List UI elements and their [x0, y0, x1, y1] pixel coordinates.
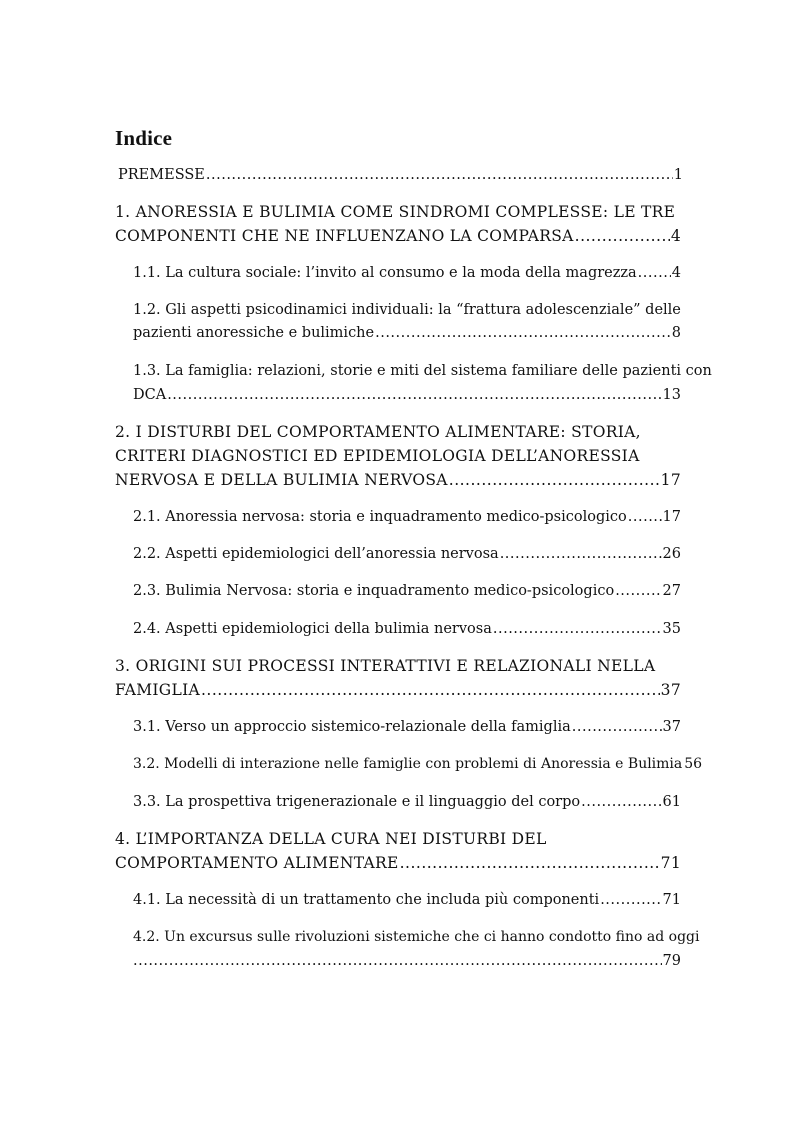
dot-leader [575, 225, 670, 247]
dot-leader [500, 543, 662, 565]
toc-page-number: 61 [662, 794, 681, 810]
toc-page-number: 56 [684, 756, 703, 772]
dot-leader [572, 716, 662, 738]
toc-chapter-1[interactable] [115, 225, 681, 247]
toc-page-number: 13 [662, 387, 681, 403]
toc-section-3-1[interactable] [133, 716, 681, 738]
dot-leader [600, 889, 661, 911]
toc-page-number: 8 [671, 325, 681, 341]
toc-page-number: 35 [662, 621, 681, 637]
dot-leader [493, 618, 662, 640]
toc-page-number: 4 [670, 227, 681, 245]
toc-section-4-2[interactable] [133, 950, 681, 972]
toc-page-number: 71 [662, 892, 681, 908]
toc-chapter-2[interactable] [115, 469, 681, 491]
toc-section-2-2[interactable] [133, 543, 681, 565]
dot-leader [628, 506, 662, 528]
toc-page-number: 17 [662, 509, 681, 525]
toc-entry-text: pazienti anoressiche e bulimiche [133, 325, 375, 341]
toc-chapter-2-line1[interactable]: 2. I DISTURBI DEL COMPORTAMENTO ALIMENTARE: STORIA, [115, 423, 641, 441]
toc-entry-text: 2.4. Aspetti epidemiologici della bulimia nervosa [133, 621, 492, 637]
toc-page-number: 37 [662, 719, 681, 735]
dot-leader [206, 164, 673, 186]
toc-entry-text: 2.1. Anoressia nervosa: storia e inquadramento medico-psicologico [133, 509, 627, 525]
toc-chapter-4[interactable] [115, 852, 681, 874]
toc-chapter-2-line2[interactable]: CRITERI DIAGNOSTICI ED EPIDEMIOLOGIA DELL’ANORESSIA [115, 447, 640, 465]
dot-leader [133, 950, 662, 972]
toc-page-number: 4 [671, 265, 681, 281]
toc-entry-text: PREMESSE [118, 167, 205, 183]
toc-section-1-2-line1[interactable]: 1.2. Gli aspetti psicodinamici individuali: la “frattura adolescenziale” delle [133, 302, 681, 318]
toc-section-2-3[interactable] [133, 580, 681, 602]
toc-entry-text: 3.1. Verso un approccio sistemico-relazionale della famiglia [133, 719, 571, 735]
toc-chapter-3[interactable] [115, 679, 681, 701]
toc-page-number: 27 [662, 583, 681, 599]
toc-section-1-3[interactable] [133, 384, 681, 406]
toc-section-3-2[interactable] [133, 753, 703, 775]
dot-leader [400, 852, 660, 874]
toc-page-number: 71 [660, 854, 681, 872]
toc-section-1-2[interactable] [133, 322, 681, 344]
toc-section-4-2-line1[interactable]: 4.2. Un excursus sulle rivoluzioni sistemiche che ci hanno condotto fino ad oggi [133, 929, 700, 945]
toc-chapter-1-line1[interactable]: 1. ANORESSIA E BULIMIA COME SINDROMI COMPLESSE: LE TRE [115, 203, 676, 221]
toc-entry-text: COMPORTAMENTO ALIMENTARE [115, 854, 399, 872]
toc-entry-text: NERVOSA E DELLA BULIMIA NERVOSA [115, 471, 448, 489]
toc-section-2-4[interactable] [133, 618, 681, 640]
toc-section-3-3[interactable] [133, 791, 681, 813]
dot-leader [201, 679, 660, 701]
toc-entry-text: FAMIGLIA [115, 681, 200, 699]
toc-chapter-4-line1[interactable]: 4. L’IMPORTANZA DELLA CURA NEI DISTURBI DEL [115, 830, 547, 848]
toc-chapter-3-line1[interactable]: 3. ORIGINI SUI PROCESSI INTERATTIVI E RELAZIONALI NELLA [115, 657, 656, 675]
toc-section-1-3-line1[interactable]: 1.3. La famiglia: relazioni, storie e miti del sistema familiare delle pazienti con [133, 363, 712, 379]
toc-section-2-1[interactable] [133, 506, 681, 528]
toc-entry-text: 3.3. La prospettiva trigenerazionale e il linguaggio del corpo [133, 794, 581, 810]
toc-page-number: 79 [662, 953, 681, 969]
toc-page-number: 17 [660, 471, 681, 489]
dot-leader [375, 322, 671, 344]
toc-entry-text: DCA [133, 387, 167, 403]
toc-entry-text: 1.1. La cultura sociale: l’invito al consumo e la moda della magrezza [133, 265, 637, 281]
toc-section-1-1[interactable] [133, 262, 681, 284]
toc-entry-text: COMPONENTI CHE NE INFLUENZANO LA COMPARSA [115, 227, 574, 245]
toc-section-4-1[interactable] [133, 889, 681, 911]
dot-leader [449, 469, 660, 491]
toc-entry-text: 2.3. Bulimia Nervosa: storia e inquadramento medico-psicologico [133, 583, 615, 599]
dot-leader [167, 384, 661, 406]
toc-entry-text: 3.2. Modelli di interazione nelle famiglie con problemi di Anoressia e Bulimia [133, 756, 683, 772]
toc-entry-premesse[interactable] [118, 164, 683, 186]
toc-page-number: 37 [660, 681, 681, 699]
toc-page-number: 1 [673, 167, 683, 183]
dot-leader [638, 262, 671, 284]
page-title: Indice [115, 126, 173, 150]
toc-entry-text: 4.1. La necessità di un trattamento che includa più componenti [133, 892, 600, 908]
dot-leader [615, 580, 661, 602]
toc-page-number: 26 [662, 546, 681, 562]
dot-leader [581, 791, 661, 813]
toc-entry-text: 2.2. Aspetti epidemiologici dell’anoressia nervosa [133, 546, 499, 562]
